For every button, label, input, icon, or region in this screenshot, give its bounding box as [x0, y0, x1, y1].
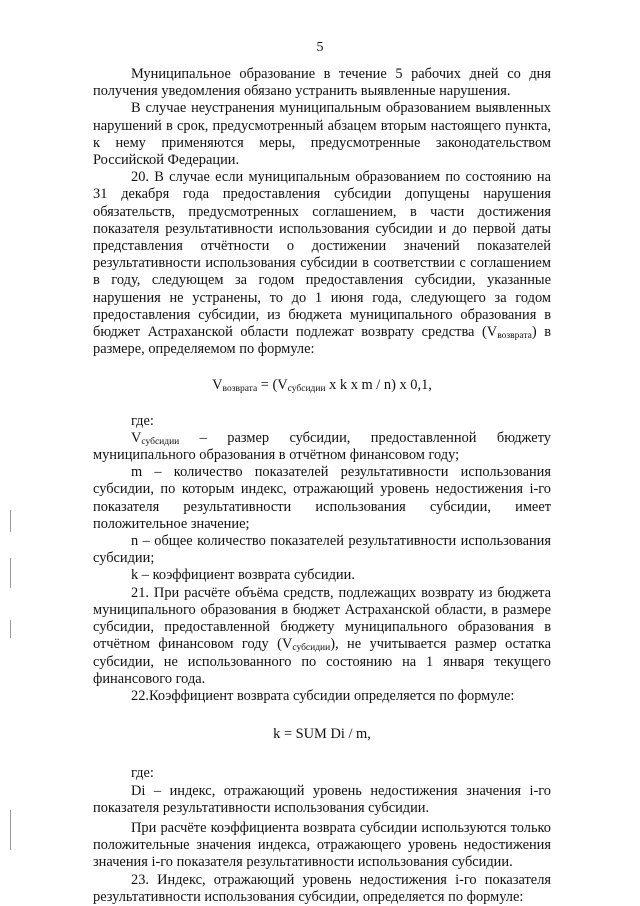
where-label-2: где: [131, 765, 154, 782]
where-label-1: где: [131, 412, 154, 429]
definition-di: Di – индекс, отражающий уровень недостижения значения i-го показателя результативности использования субсидии. [93, 782, 551, 816]
def-v-sub: субсидии [141, 436, 180, 447]
scan-edge-marks [10, 510, 12, 870]
formula-k: k = SUM Di / m, [273, 726, 371, 743]
definition-n: n – общее количество показателей результативности использования субсидии; [93, 533, 551, 567]
paragraph-notification: Муниципальное образование в течение 5 рабочих дней со дня получения уведомления обязано устранить выявленные нарушения. [93, 66, 551, 100]
formula-eq: = (V [257, 377, 288, 394]
scan-mark [10, 558, 11, 588]
paragraph-non-elimination: В случае неустранения муниципальным образованием выявленных нарушений в срок, предусмотренный абзацем вторым настоящего пункта, к нему применяются меры, предусмотренные законодательством Российской Федерации. [93, 100, 551, 169]
def-v-text: – размер субсидии, предоставленной бюджету муниципального образования в отчётном финансовом году; [93, 429, 551, 464]
document-body [93, 66, 551, 906]
scan-mark [10, 620, 11, 638]
formula-vozvrata [93, 377, 551, 394]
definition-k: k – коэффициент возврата субсидии. [131, 567, 355, 584]
paragraph-20-end: ) в размере, определяемом по формуле: [93, 324, 552, 358]
paragraph-23: 23. Индекс, отражающий уровень недостижения i-го показателя результативности использования субсидии, определяется по формуле: [93, 871, 551, 905]
formula-sub-vozvrata: возврата [222, 384, 258, 395]
paragraph-21-end: ), не учитывается размер остатка субсидии, не использованного по состоянию на 1 января текущего финансового года. [93, 636, 551, 687]
definition-v-subsidii [93, 430, 551, 464]
formula-sub-subsidii: субсидии [287, 384, 326, 395]
definition-m: m – количество показателей результативности использования субсидии, по которым индекс, отражающий уровень недостижения i-го показателя результативности использования субсидии, имеет положительное значение; [93, 464, 551, 532]
def-v: V [131, 429, 142, 446]
paragraph-22: 22.Коэффициент возврата субсидии определяется по формуле: [131, 687, 515, 704]
page-number: 5 [316, 40, 324, 55]
paragraph-21-sub: субсидии [292, 643, 331, 654]
formula-v: V [212, 377, 223, 394]
scan-mark [10, 810, 11, 850]
paragraph-20-text: 20. В случае если муниципальным образованием по состоянию на 31 декабря года предоставления субсидии допущены нарушения обязательств, предусмотренных соглашением, в части достижения показателя результативности использования субсидии и до первой даты представления отчётности о достижении значений показателей результативности использования субсидии в соответствии с соглашением в году, следующем за годом предоставления субсидии, указанные нарушения не устранены, то до 1 июня года, следующего за годом предоставления субсидии, из бюджета муниципального образования в бюджет Астраханской области подлежат возврату средства (V [93, 169, 551, 341]
paragraph-calculation: При расчёте коэффициента возврата субсидии используются только положительные значения индекса, отражающего уровень недостижения значения i-го показателя результативности использования субсидии. [93, 819, 551, 871]
formula-rest: x k x m / n) x 0,1, [325, 377, 432, 394]
paragraph-21-text: 21. При расчёте объёма средств, подлежащих возврату из бюджета муниципального образования в бюджет Астраханской области, в размере субсидии, предоставленной бюджету муниципального образования в отчётном финансовом году (V [93, 584, 551, 653]
subscript-vozvrata: возврата [497, 331, 532, 342]
scan-mark [10, 510, 11, 532]
paragraph-21 [93, 585, 551, 688]
paragraph-20 [93, 169, 551, 358]
